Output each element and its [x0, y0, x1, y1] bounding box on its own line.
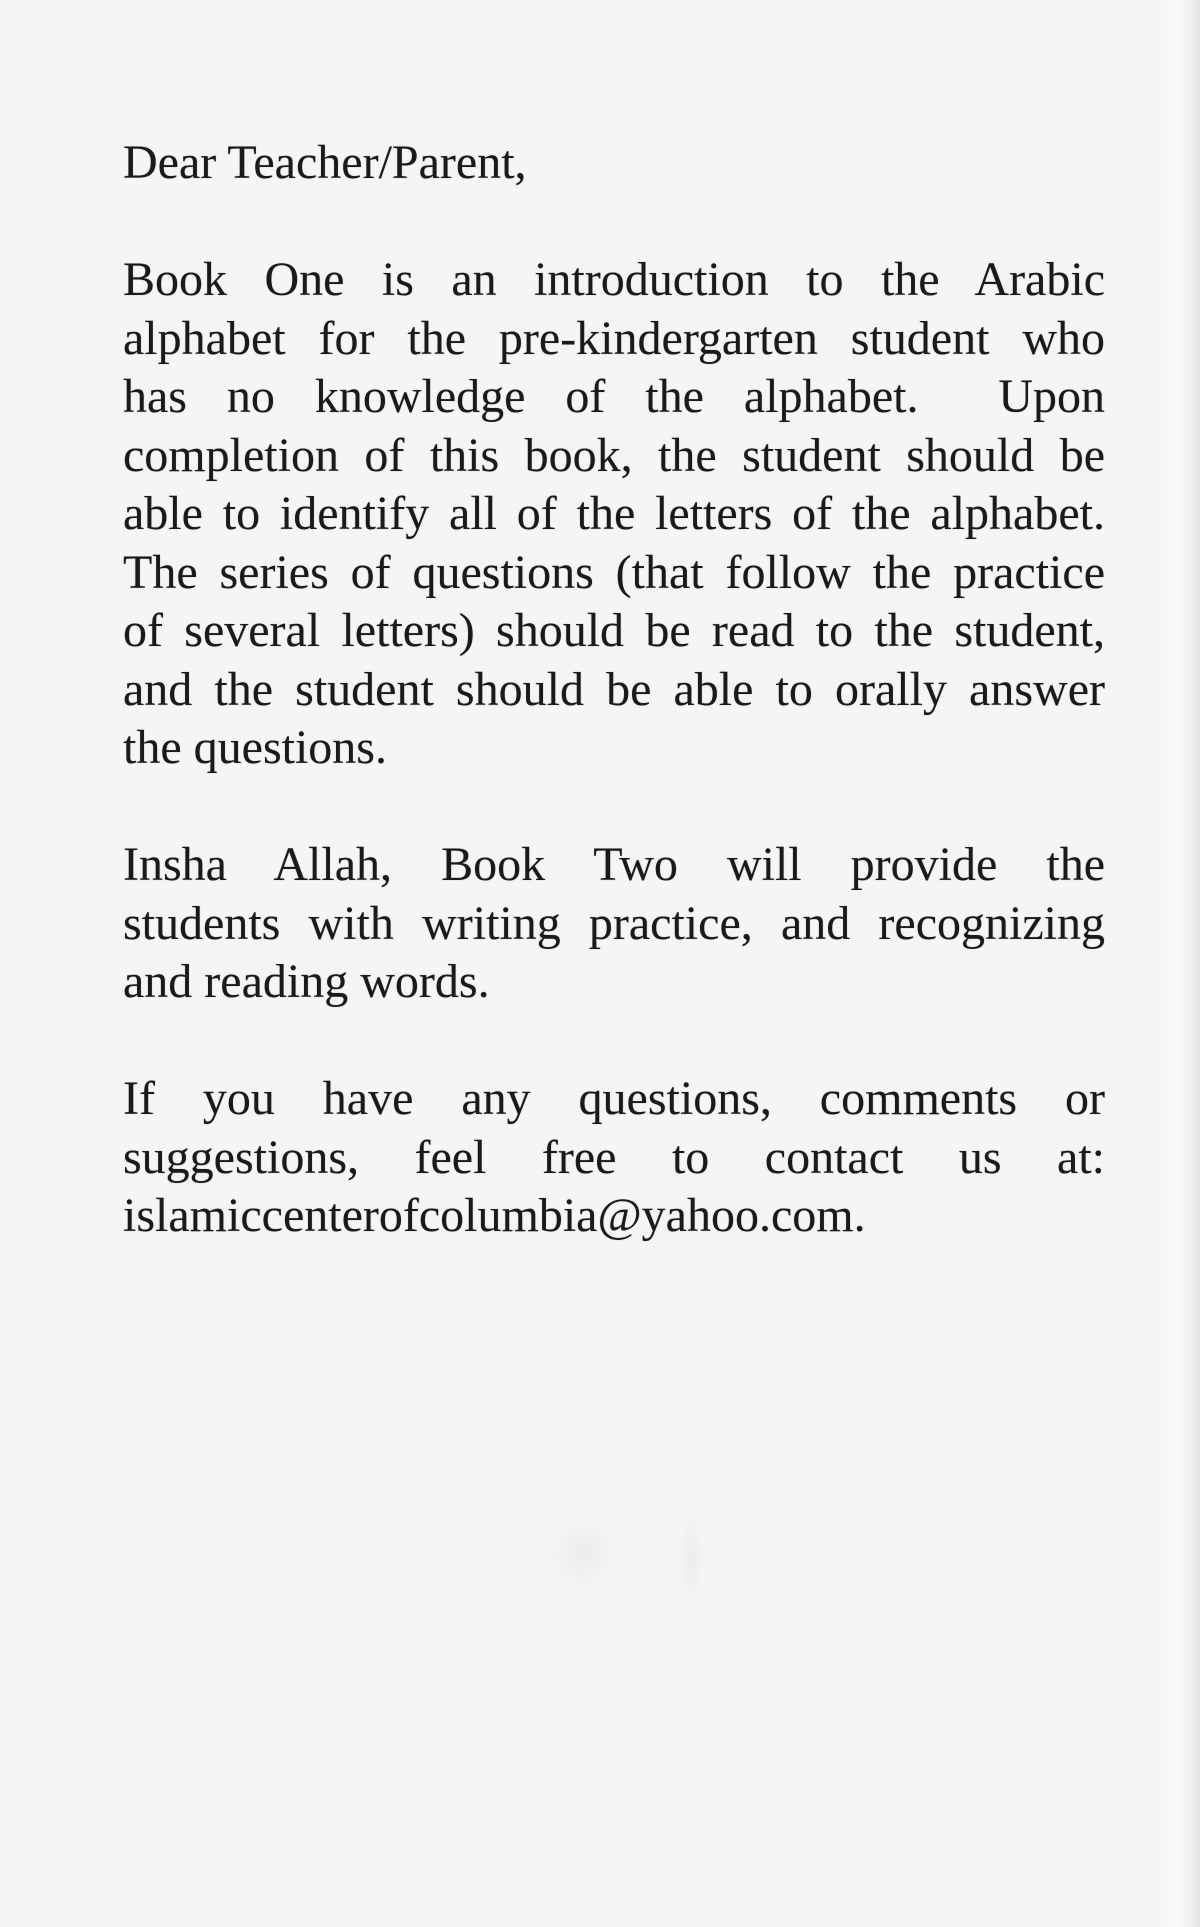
text-line: Insha Allah, Book Two will provide the [123, 838, 1105, 891]
text-line: and the student should be able to orally answer [123, 662, 1105, 716]
text-line: students with writing practice, and recognizing [123, 896, 1105, 950]
text-line: alphabet for the pre-kindergarten student who [123, 311, 1105, 365]
salutation-line: Dear Teacher/Parent, [123, 136, 527, 189]
letter-body [123, 134, 1105, 1304]
scan-smudge [548, 1518, 618, 1588]
scan-smudge [680, 1512, 702, 1604]
text-line: completion of this book, the student should be [123, 428, 1105, 482]
paragraph-introduction [123, 251, 1105, 778]
email-address: islamiccenterofcolumbia@yahoo.com. [123, 1189, 866, 1242]
text-line: and reading words. [123, 955, 490, 1008]
text-line: suggestions, feel free to contact us at: [123, 1130, 1105, 1184]
text-line: of several letters) should be read to the student, [123, 604, 1105, 657]
text-line: able to identify all of the letters of the alphabet. [123, 487, 1105, 540]
text-line: Book One is an introduction to the Arabic [123, 253, 1105, 306]
text-line: has no knowledge of the alphabet. Upon [123, 370, 1105, 423]
paragraph-book-two [123, 836, 1105, 1012]
scan-edge-shading [1158, 0, 1200, 1927]
text-line: The series of questions (that follow the practice [123, 545, 1105, 599]
paragraph-contact [123, 1070, 1105, 1246]
text-line: the questions. [123, 721, 387, 774]
text-line: If you have any questions, comments or [123, 1072, 1105, 1125]
